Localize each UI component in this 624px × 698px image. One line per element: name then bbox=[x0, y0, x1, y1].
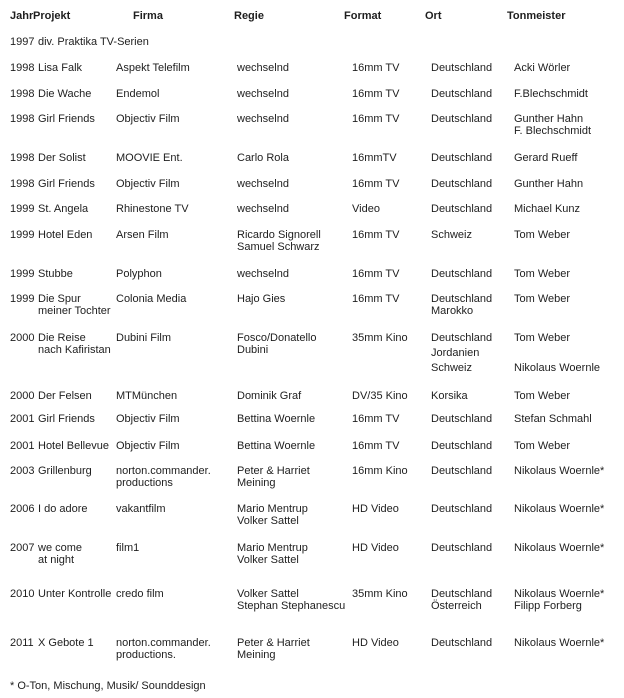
cell-line: Arsen Film bbox=[116, 229, 169, 241]
cell-regie bbox=[237, 62, 289, 74]
cell-jahr bbox=[10, 88, 34, 100]
cell-line: 16mm TV bbox=[352, 229, 400, 241]
cell-line: at night bbox=[38, 554, 75, 566]
cell-line: 2001 bbox=[10, 440, 35, 452]
cell-ort bbox=[431, 113, 492, 125]
cell-line: credo film bbox=[116, 588, 164, 600]
cell-jahr bbox=[10, 113, 34, 125]
cell-regie bbox=[237, 178, 289, 190]
cell-line: Mario Mentrup bbox=[237, 542, 308, 554]
cell-line: Deutschland bbox=[431, 588, 493, 600]
cell-regie bbox=[237, 503, 308, 527]
cell-tonmeister bbox=[514, 588, 604, 612]
cell-line: Dominik Graf bbox=[237, 390, 302, 402]
cell-regie bbox=[237, 588, 345, 612]
cell-line: Marokko bbox=[431, 305, 474, 317]
cell-regie bbox=[237, 637, 310, 661]
cell-line: Bettina Woernle bbox=[237, 440, 316, 452]
cell-line: I do adore bbox=[38, 503, 88, 515]
cell-line: 1998 bbox=[10, 152, 35, 164]
cell-line: Acki Wörler bbox=[514, 62, 571, 74]
cell-jahr bbox=[10, 637, 34, 649]
cell-jahr bbox=[10, 588, 34, 600]
cell-line: Hotel Eden bbox=[38, 229, 93, 241]
cell-line: 16mm TV bbox=[352, 62, 400, 74]
cell-firma bbox=[116, 503, 166, 515]
cell-line: 1999 bbox=[10, 203, 35, 215]
cell-line: Objectiv Film bbox=[116, 440, 180, 452]
cell-jahr bbox=[10, 268, 34, 280]
cell-line bbox=[514, 347, 600, 362]
cell-jahr bbox=[10, 293, 34, 305]
cell-regie bbox=[237, 203, 289, 215]
cell-line: Aspekt Telefilm bbox=[116, 62, 190, 74]
cell-line: Bettina Woernle bbox=[237, 413, 316, 425]
cell-line: 35mm Kino bbox=[352, 332, 408, 344]
cell-line: Nikolaus Woernle* bbox=[514, 503, 605, 515]
cell-regie bbox=[237, 229, 321, 253]
cell-ort bbox=[431, 178, 492, 190]
cell-format bbox=[352, 465, 408, 477]
cell-line: Jordanien bbox=[431, 347, 480, 359]
cell-projekt bbox=[38, 113, 95, 125]
cell-line: 16mm TV bbox=[352, 88, 400, 100]
cell-line: Österreich bbox=[431, 600, 482, 612]
cell-line: Volker Sattel bbox=[237, 554, 299, 566]
cell-format bbox=[352, 332, 408, 344]
cell-line: Meining bbox=[237, 477, 276, 489]
cell-line: vakantfilm bbox=[116, 503, 166, 515]
cell-tonmeister bbox=[514, 152, 577, 164]
cell-format bbox=[352, 293, 399, 305]
cell-line: 1999 bbox=[10, 229, 35, 241]
cell-firma bbox=[116, 229, 169, 241]
cell-firma bbox=[116, 113, 180, 125]
cell-line: Filipp Forberg bbox=[514, 600, 582, 612]
cell-projekt bbox=[38, 413, 95, 425]
cell-line: Meining bbox=[237, 649, 276, 661]
cell-line: Grillenburg bbox=[38, 465, 92, 477]
cell-format bbox=[352, 542, 399, 554]
cell-line: wechselnd bbox=[237, 203, 289, 215]
cell-line: 35mm Kino bbox=[352, 588, 408, 600]
cell-line: Stefan Schmahl bbox=[514, 413, 592, 425]
cell-line: MOOVIE Ent. bbox=[116, 152, 183, 164]
cell-line: Samuel Schwarz bbox=[237, 241, 320, 253]
cell-projekt bbox=[38, 293, 111, 317]
cell-projekt bbox=[38, 152, 86, 164]
cell-line: Peter & Harriet bbox=[237, 465, 310, 477]
cell-tonmeister bbox=[514, 503, 604, 515]
cell-line: Deutschland bbox=[431, 503, 493, 515]
cell-tonmeister bbox=[514, 637, 604, 649]
cell-jahr bbox=[10, 465, 34, 477]
cell-line: 16mm Kino bbox=[352, 465, 408, 477]
cell-line: 16mm TV bbox=[352, 268, 400, 280]
cell-jahr bbox=[10, 542, 34, 554]
cell-line: Tom Weber bbox=[514, 268, 571, 280]
cell-regie bbox=[237, 88, 289, 100]
cell-line: Deutschland bbox=[431, 413, 493, 425]
cell-tonmeister bbox=[514, 440, 570, 452]
cell-regie bbox=[237, 413, 315, 425]
cell-line: Gerard Rueff bbox=[514, 152, 578, 164]
cell-regie bbox=[237, 465, 310, 489]
cell-tonmeister bbox=[514, 268, 570, 280]
cell-format bbox=[352, 62, 399, 74]
cell-line: Tom Weber bbox=[514, 390, 571, 402]
cell-format bbox=[352, 178, 399, 190]
column-header-tonmeister: Tonmeister bbox=[507, 10, 566, 22]
cell-line: Peter & Harriet bbox=[237, 637, 310, 649]
cell-line: film1 bbox=[116, 542, 140, 554]
cell-regie bbox=[237, 293, 285, 305]
cell-line: norton.commander. bbox=[116, 637, 211, 649]
cell-projekt bbox=[38, 465, 92, 477]
cell-line: 1999 bbox=[10, 268, 35, 280]
cell-line: Nikolaus Woernle bbox=[514, 362, 601, 374]
cell-line: Dubini Film bbox=[116, 332, 172, 344]
cell-line: 16mmTV bbox=[352, 152, 397, 164]
cell-format bbox=[352, 637, 399, 649]
cell-line: F. Blechschmidt bbox=[514, 125, 592, 137]
cell-line: 16mm TV bbox=[352, 113, 400, 125]
cell-line: X Gebote 1 bbox=[38, 637, 94, 649]
cell-tonmeister bbox=[514, 465, 604, 477]
cell-projekt bbox=[38, 62, 82, 74]
cell-line: Der Solist bbox=[38, 152, 86, 164]
cell-ort bbox=[431, 390, 468, 402]
cell-ort bbox=[431, 88, 492, 100]
cell-line: Nikolaus Woernle* bbox=[514, 637, 605, 649]
cell-line: Objectiv Film bbox=[116, 113, 180, 125]
cell-firma bbox=[116, 332, 171, 344]
cell-projekt bbox=[38, 588, 111, 600]
cell-tonmeister bbox=[514, 413, 592, 425]
cell-format bbox=[352, 203, 380, 215]
cell-format bbox=[352, 440, 399, 452]
cell-projekt bbox=[38, 503, 88, 515]
cell-line: Deutschland bbox=[431, 293, 493, 305]
cell-jahr bbox=[10, 203, 34, 215]
cell-ort bbox=[431, 588, 492, 612]
cell-projekt bbox=[38, 332, 111, 356]
cell-line: St. Angela bbox=[38, 203, 89, 215]
cell-jahr bbox=[10, 440, 34, 452]
cell-line: productions bbox=[116, 477, 173, 489]
cell-line: Michael Kunz bbox=[514, 203, 581, 215]
cell-line: Polyphon bbox=[116, 268, 162, 280]
cell-line: Der Felsen bbox=[38, 390, 92, 402]
cell-regie bbox=[237, 152, 289, 164]
cell-line: Carlo Rola bbox=[237, 152, 289, 164]
cell-line: Korsika bbox=[431, 390, 468, 402]
cell-firma bbox=[116, 588, 164, 600]
cell-line: Lisa Falk bbox=[38, 62, 83, 74]
cell-line: Tom Weber bbox=[514, 440, 571, 452]
column-header-jahr: Jahr bbox=[10, 10, 34, 22]
cell-line: wechselnd bbox=[237, 113, 289, 125]
cell-jahr bbox=[10, 390, 34, 402]
cell-line: Die Wache bbox=[38, 88, 92, 100]
cell-tonmeister bbox=[514, 229, 570, 241]
cell-line: wechselnd bbox=[237, 88, 289, 100]
cell-line: 2010 bbox=[10, 588, 35, 600]
cell-projekt bbox=[38, 637, 94, 649]
cell-firma bbox=[116, 465, 211, 489]
cell-line: Nikolaus Woernle* bbox=[514, 542, 605, 554]
cell-line: HD Video bbox=[352, 637, 399, 649]
cell-line: 2001 bbox=[10, 413, 35, 425]
cell-line: 2003 bbox=[10, 465, 35, 477]
cell-line: Objectiv Film bbox=[116, 413, 180, 425]
footnote: * O-Ton, Mischung, Musik/ Sounddesign bbox=[10, 680, 206, 692]
cell-jahr bbox=[10, 62, 34, 74]
cell-line: 1998 bbox=[10, 113, 35, 125]
cell-line: Die Spur bbox=[38, 293, 81, 305]
column-header-projekt: Projekt bbox=[33, 10, 71, 22]
cell-ort bbox=[431, 293, 492, 317]
cell-jahr bbox=[10, 503, 34, 515]
cell-line: meiner Tochter bbox=[38, 305, 111, 317]
cell-firma bbox=[116, 178, 180, 190]
cell-line: Ricardo Signorell bbox=[237, 229, 321, 241]
cell-line: 16mm TV bbox=[352, 413, 400, 425]
cell-ort bbox=[431, 62, 492, 74]
column-header-ort: Ort bbox=[425, 10, 442, 22]
cell-line: Girl Friends bbox=[38, 178, 95, 190]
cell-firma bbox=[116, 637, 211, 661]
cell-firma bbox=[116, 62, 190, 74]
cell-format bbox=[352, 503, 399, 515]
cell-line: Video bbox=[352, 203, 380, 215]
cell-projekt bbox=[38, 440, 109, 452]
cell-regie bbox=[237, 332, 317, 356]
cell-line: Nikolaus Woernle* bbox=[514, 465, 605, 477]
cell-line: 16mm TV bbox=[352, 440, 400, 452]
cell-firma bbox=[116, 88, 159, 100]
cell-line: Deutschland bbox=[431, 332, 493, 344]
cell-format bbox=[352, 413, 399, 425]
cell-line: F.Blechschmidt bbox=[514, 88, 588, 100]
cell-jahr bbox=[10, 152, 34, 164]
cell-projekt bbox=[38, 88, 91, 100]
cell-format bbox=[352, 390, 408, 402]
cell-line: Tom Weber bbox=[514, 293, 571, 305]
cell-tonmeister bbox=[514, 332, 600, 377]
cell-format bbox=[352, 88, 399, 100]
cell-line: 1998 bbox=[10, 88, 35, 100]
cell-line: wechselnd bbox=[237, 268, 289, 280]
cell-line: productions. bbox=[116, 649, 176, 661]
cell-jahr bbox=[10, 413, 34, 425]
cell-line: Dubini bbox=[237, 344, 269, 356]
cell-ort bbox=[431, 440, 492, 452]
cell-firma bbox=[116, 203, 189, 215]
cell-line: Deutschland bbox=[431, 113, 493, 125]
cell-tonmeister bbox=[514, 62, 570, 74]
cell-line: Girl Friends bbox=[38, 413, 95, 425]
cell-regie bbox=[237, 113, 289, 125]
cell-ort bbox=[431, 503, 492, 515]
cell-jahr bbox=[10, 332, 34, 344]
column-header-regie: Regie bbox=[234, 10, 264, 22]
cell-line: 2000 bbox=[10, 332, 35, 344]
cell-line: 2006 bbox=[10, 503, 35, 515]
cell-firma bbox=[116, 390, 177, 402]
cell-jahr bbox=[10, 36, 34, 48]
cell-line: Stubbe bbox=[38, 268, 73, 280]
cell-line: Deutschland bbox=[431, 440, 493, 452]
cell-line: 2000 bbox=[10, 390, 35, 402]
cell-line: Girl Friends bbox=[38, 113, 95, 125]
cell-line: Deutschland bbox=[431, 88, 493, 100]
cell-jahr bbox=[10, 229, 34, 241]
cell-tonmeister bbox=[514, 88, 588, 100]
cell-projekt bbox=[38, 229, 92, 241]
cell-ort bbox=[431, 542, 492, 554]
cell-format bbox=[352, 588, 408, 600]
cell-line: Objectiv Film bbox=[116, 178, 180, 190]
cell-format bbox=[352, 152, 397, 164]
cell-line: Die Reise bbox=[38, 332, 86, 344]
cell-jahr bbox=[10, 178, 34, 190]
cell-projekt bbox=[38, 36, 149, 48]
cell-line: Fosco/Donatello bbox=[237, 332, 317, 344]
cell-line: 16mm TV bbox=[352, 293, 400, 305]
cell-format bbox=[352, 268, 399, 280]
cell-regie bbox=[237, 542, 308, 566]
cell-line: Deutschland bbox=[431, 268, 493, 280]
cell-line: Stephan Stephanescu bbox=[237, 600, 346, 612]
cell-firma bbox=[116, 293, 186, 305]
cell-line: Schweiz bbox=[431, 362, 472, 374]
cell-line: we come bbox=[38, 542, 83, 554]
cell-firma bbox=[116, 413, 180, 425]
cell-regie bbox=[237, 268, 289, 280]
cell-line: DV/35 Kino bbox=[352, 390, 408, 402]
cell-line: Deutschland bbox=[431, 62, 493, 74]
cell-line: Mario Mentrup bbox=[237, 503, 308, 515]
cell-line: Deutschland bbox=[431, 465, 493, 477]
cell-firma bbox=[116, 268, 162, 280]
cell-ort bbox=[431, 413, 492, 425]
cell-line: Hajo Gies bbox=[237, 293, 286, 305]
cell-line: norton.commander. bbox=[116, 465, 211, 477]
cell-line: HD Video bbox=[352, 542, 399, 554]
cell-line: MTMünchen bbox=[116, 390, 178, 402]
cell-projekt bbox=[38, 390, 92, 402]
cell-line: 2007 bbox=[10, 542, 35, 554]
cell-firma bbox=[116, 542, 139, 554]
cell-projekt bbox=[38, 203, 88, 215]
cell-line: wechselnd bbox=[237, 178, 289, 190]
cell-line: Rhinestone TV bbox=[116, 203, 189, 215]
cell-line: nach Kafiristan bbox=[38, 344, 111, 356]
column-header-format: Format bbox=[344, 10, 382, 22]
cell-line: HD Video bbox=[352, 503, 399, 515]
cell-line: Volker Sattel bbox=[237, 515, 299, 527]
cell-line: Gunther Hahn bbox=[514, 113, 584, 125]
cell-line: 1998 bbox=[10, 178, 35, 190]
cell-line: Gunther Hahn bbox=[514, 178, 584, 190]
cell-line: Unter Kontrolle bbox=[38, 588, 112, 600]
cell-line: Schweiz bbox=[431, 229, 472, 241]
cell-ort bbox=[431, 229, 472, 241]
cell-regie bbox=[237, 440, 315, 452]
cell-line: Tom Weber bbox=[514, 229, 571, 241]
column-header-firma: Firma bbox=[133, 10, 163, 22]
cell-ort bbox=[431, 637, 492, 649]
cell-line: Nikolaus Woernle* bbox=[514, 588, 605, 600]
cell-line: Endemol bbox=[116, 88, 160, 100]
cell-ort bbox=[431, 465, 492, 477]
cell-firma bbox=[116, 440, 180, 452]
cell-tonmeister bbox=[514, 113, 591, 137]
cell-line: Tom Weber bbox=[514, 332, 571, 344]
cell-projekt bbox=[38, 542, 82, 566]
cell-format bbox=[352, 229, 399, 241]
cell-ort bbox=[431, 152, 492, 164]
cell-line: 1999 bbox=[10, 293, 35, 305]
cell-line: 1998 bbox=[10, 62, 35, 74]
cell-line: Deutschland bbox=[431, 637, 493, 649]
cell-line: Colonia Media bbox=[116, 293, 187, 305]
cell-line: 16mm TV bbox=[352, 178, 400, 190]
cell-tonmeister bbox=[514, 178, 583, 190]
cell-ort bbox=[431, 332, 492, 377]
cell-line: Hotel Bellevue bbox=[38, 440, 109, 452]
cell-line: Deutschland bbox=[431, 152, 493, 164]
cell-line: 2011 bbox=[10, 637, 34, 649]
cell-tonmeister bbox=[514, 390, 570, 402]
cell-firma bbox=[116, 152, 183, 164]
cell-line: div. Praktika TV-Serien bbox=[38, 36, 149, 48]
cell-line: wechselnd bbox=[237, 62, 289, 74]
cell-line: Deutschland bbox=[431, 178, 493, 190]
cell-ort bbox=[431, 203, 492, 215]
cell-projekt bbox=[38, 178, 95, 190]
cell-projekt bbox=[38, 268, 73, 280]
cell-line: 1997 bbox=[10, 36, 35, 48]
cell-line: Volker Sattel bbox=[237, 588, 299, 600]
cell-tonmeister bbox=[514, 203, 580, 215]
cell-line: Deutschland bbox=[431, 203, 493, 215]
cell-format bbox=[352, 113, 399, 125]
cell-line: Deutschland bbox=[431, 542, 493, 554]
cell-tonmeister bbox=[514, 542, 604, 554]
cell-ort bbox=[431, 268, 492, 280]
cell-tonmeister bbox=[514, 293, 570, 305]
cell-regie bbox=[237, 390, 301, 402]
